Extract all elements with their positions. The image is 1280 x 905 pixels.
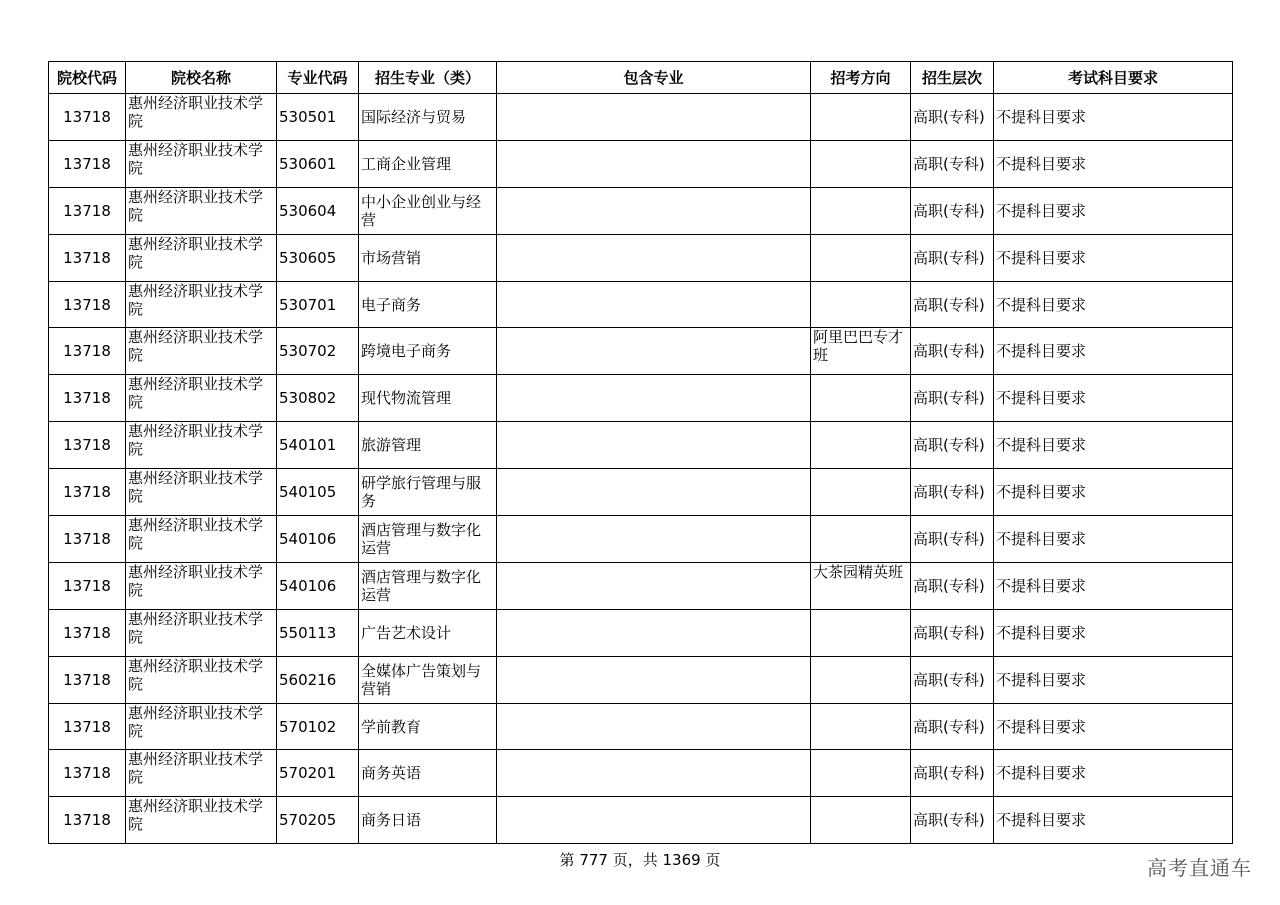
level-cell: 高职(专科) <box>911 609 994 656</box>
page-number-footer: 第 777 页，共 1369 页 <box>559 851 721 869</box>
table-row <box>49 797 1233 844</box>
table-row <box>49 750 1233 797</box>
major-code-cell: 540106 <box>277 562 359 609</box>
level-cell: 高职(专科) <box>911 656 994 703</box>
major-cell: 研学旅行管理与服务 <box>359 469 497 516</box>
direction-cell <box>811 656 911 703</box>
header-school-code: 院校代码 <box>49 62 126 94</box>
school-name-cell: 惠州经济职业技术学院 <box>126 375 277 422</box>
major-cell: 商务英语 <box>359 750 497 797</box>
level-cell: 高职(专科) <box>911 562 994 609</box>
requirement-cell: 不提科目要求 <box>994 187 1233 234</box>
direction-cell: 大茶园精英班 <box>811 562 911 609</box>
header-level: 招生层次 <box>911 62 994 94</box>
direction-cell: 阿里巴巴专才班 <box>811 328 911 375</box>
included-majors-cell <box>497 140 811 187</box>
admissions-table <box>48 61 1233 844</box>
watermark-text: 高考直通车 <box>1147 856 1252 880</box>
direction-cell <box>811 375 911 422</box>
direction-cell <box>811 281 911 328</box>
direction-cell <box>811 469 911 516</box>
direction-cell <box>811 516 911 563</box>
major-code-cell: 550113 <box>277 609 359 656</box>
school-code-cell: 13718 <box>49 422 126 469</box>
requirement-cell: 不提科目要求 <box>994 469 1233 516</box>
school-name-cell: 惠州经济职业技术学院 <box>126 281 277 328</box>
table-row <box>49 375 1233 422</box>
table-body <box>49 94 1233 844</box>
table-row <box>49 469 1233 516</box>
requirement-cell: 不提科目要求 <box>994 562 1233 609</box>
direction-cell <box>811 187 911 234</box>
major-code-cell: 540101 <box>277 422 359 469</box>
school-code-cell: 13718 <box>49 516 126 563</box>
table-row <box>49 281 1233 328</box>
major-code-cell: 530601 <box>277 140 359 187</box>
requirement-cell: 不提科目要求 <box>994 516 1233 563</box>
included-majors-cell <box>497 797 811 844</box>
table-row <box>49 703 1233 750</box>
school-code-cell: 13718 <box>49 375 126 422</box>
direction-cell <box>811 140 911 187</box>
included-majors-cell <box>497 703 811 750</box>
header-major: 招生专业（类） <box>359 62 497 94</box>
school-name-cell: 惠州经济职业技术学院 <box>126 750 277 797</box>
major-cell: 工商企业管理 <box>359 140 497 187</box>
table-row <box>49 656 1233 703</box>
header-requirement: 考试科目要求 <box>994 62 1233 94</box>
table-row <box>49 328 1233 375</box>
school-code-cell: 13718 <box>49 281 126 328</box>
requirement-cell: 不提科目要求 <box>994 140 1233 187</box>
table-row <box>49 422 1233 469</box>
direction-cell <box>811 94 911 141</box>
included-majors-cell <box>497 656 811 703</box>
requirement-cell: 不提科目要求 <box>994 656 1233 703</box>
school-code-cell: 13718 <box>49 797 126 844</box>
level-cell: 高职(专科) <box>911 94 994 141</box>
included-majors-cell <box>497 281 811 328</box>
major-cell: 学前教育 <box>359 703 497 750</box>
header-major-code: 专业代码 <box>277 62 359 94</box>
requirement-cell: 不提科目要求 <box>994 328 1233 375</box>
major-cell: 现代物流管理 <box>359 375 497 422</box>
table-row <box>49 94 1233 141</box>
school-code-cell: 13718 <box>49 234 126 281</box>
table-row <box>49 234 1233 281</box>
level-cell: 高职(专科) <box>911 187 994 234</box>
header-included-majors: 包含专业 <box>497 62 811 94</box>
major-cell: 全媒体广告策划与营销 <box>359 656 497 703</box>
requirement-cell: 不提科目要求 <box>994 797 1233 844</box>
table-header-row <box>49 62 1233 94</box>
major-code-cell: 540106 <box>277 516 359 563</box>
included-majors-cell <box>497 375 811 422</box>
level-cell: 高职(专科) <box>911 469 994 516</box>
school-name-cell: 惠州经济职业技术学院 <box>126 562 277 609</box>
school-code-cell: 13718 <box>49 609 126 656</box>
major-cell: 商务日语 <box>359 797 497 844</box>
included-majors-cell <box>497 562 811 609</box>
header-direction: 招考方向 <box>811 62 911 94</box>
school-name-cell: 惠州经济职业技术学院 <box>126 234 277 281</box>
school-name-cell: 惠州经济职业技术学院 <box>126 656 277 703</box>
school-name-cell: 惠州经济职业技术学院 <box>126 797 277 844</box>
major-code-cell: 570205 <box>277 797 359 844</box>
major-code-cell: 530701 <box>277 281 359 328</box>
major-code-cell: 570201 <box>277 750 359 797</box>
table-row <box>49 187 1233 234</box>
major-code-cell: 530702 <box>277 328 359 375</box>
requirement-cell: 不提科目要求 <box>994 750 1233 797</box>
requirement-cell: 不提科目要求 <box>994 281 1233 328</box>
school-code-cell: 13718 <box>49 140 126 187</box>
school-code-cell: 13718 <box>49 469 126 516</box>
major-cell: 电子商务 <box>359 281 497 328</box>
major-code-cell: 570102 <box>277 703 359 750</box>
school-code-cell: 13718 <box>49 750 126 797</box>
included-majors-cell <box>497 328 811 375</box>
major-cell: 国际经济与贸易 <box>359 94 497 141</box>
school-code-cell: 13718 <box>49 562 126 609</box>
requirement-cell: 不提科目要求 <box>994 422 1233 469</box>
level-cell: 高职(专科) <box>911 140 994 187</box>
school-name-cell: 惠州经济职业技术学院 <box>126 94 277 141</box>
major-code-cell: 530605 <box>277 234 359 281</box>
direction-cell <box>811 234 911 281</box>
table-row <box>49 562 1233 609</box>
included-majors-cell <box>497 187 811 234</box>
direction-cell <box>811 797 911 844</box>
major-cell: 旅游管理 <box>359 422 497 469</box>
major-cell: 市场营销 <box>359 234 497 281</box>
school-name-cell: 惠州经济职业技术学院 <box>126 703 277 750</box>
school-name-cell: 惠州经济职业技术学院 <box>126 609 277 656</box>
requirement-cell: 不提科目要求 <box>994 94 1233 141</box>
school-name-cell: 惠州经济职业技术学院 <box>126 516 277 563</box>
level-cell: 高职(专科) <box>911 234 994 281</box>
direction-cell <box>811 422 911 469</box>
major-code-cell: 560216 <box>277 656 359 703</box>
school-code-cell: 13718 <box>49 328 126 375</box>
school-name-cell: 惠州经济职业技术学院 <box>126 422 277 469</box>
school-name-cell: 惠州经济职业技术学院 <box>126 140 277 187</box>
table-row <box>49 516 1233 563</box>
direction-cell <box>811 703 911 750</box>
requirement-cell: 不提科目要求 <box>994 703 1233 750</box>
direction-cell <box>811 750 911 797</box>
school-code-cell: 13718 <box>49 656 126 703</box>
included-majors-cell <box>497 750 811 797</box>
major-code-cell: 530802 <box>277 375 359 422</box>
requirement-cell: 不提科目要求 <box>994 609 1233 656</box>
level-cell: 高职(专科) <box>911 703 994 750</box>
school-name-cell: 惠州经济职业技术学院 <box>126 469 277 516</box>
requirement-cell: 不提科目要求 <box>994 234 1233 281</box>
school-code-cell: 13718 <box>49 187 126 234</box>
included-majors-cell <box>497 609 811 656</box>
table-row <box>49 140 1233 187</box>
major-cell: 酒店管理与数字化运营 <box>359 516 497 563</box>
school-name-cell: 惠州经济职业技术学院 <box>126 187 277 234</box>
major-code-cell: 530501 <box>277 94 359 141</box>
school-name-cell: 惠州经济职业技术学院 <box>126 328 277 375</box>
level-cell: 高职(专科) <box>911 797 994 844</box>
level-cell: 高职(专科) <box>911 328 994 375</box>
included-majors-cell <box>497 94 811 141</box>
level-cell: 高职(专科) <box>911 375 994 422</box>
level-cell: 高职(专科) <box>911 281 994 328</box>
included-majors-cell <box>497 469 811 516</box>
major-code-cell: 530604 <box>277 187 359 234</box>
header-school-name: 院校名称 <box>126 62 277 94</box>
major-cell: 酒店管理与数字化运营 <box>359 562 497 609</box>
level-cell: 高职(专科) <box>911 422 994 469</box>
major-cell: 跨境电子商务 <box>359 328 497 375</box>
major-code-cell: 540105 <box>277 469 359 516</box>
major-cell: 中小企业创业与经营 <box>359 187 497 234</box>
table-row <box>49 609 1233 656</box>
level-cell: 高职(专科) <box>911 750 994 797</box>
requirement-cell: 不提科目要求 <box>994 375 1233 422</box>
included-majors-cell <box>497 516 811 563</box>
included-majors-cell <box>497 422 811 469</box>
major-cell: 广告艺术设计 <box>359 609 497 656</box>
included-majors-cell <box>497 234 811 281</box>
school-code-cell: 13718 <box>49 703 126 750</box>
level-cell: 高职(专科) <box>911 516 994 563</box>
school-code-cell: 13718 <box>49 94 126 141</box>
direction-cell <box>811 609 911 656</box>
